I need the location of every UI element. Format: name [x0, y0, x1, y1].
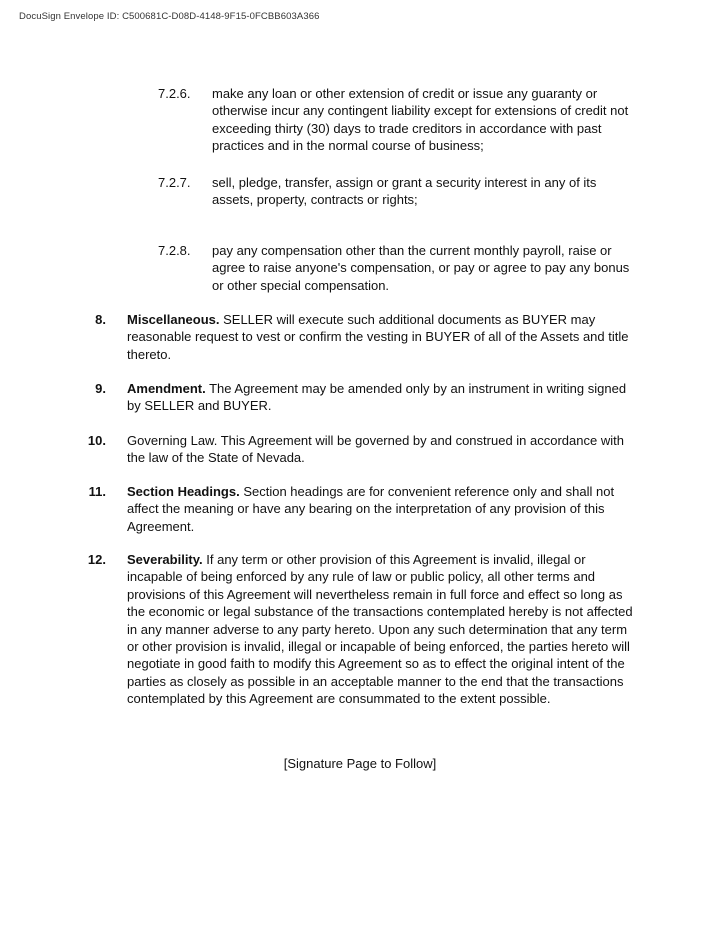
subsection-text: pay any compensation other than the current monthly payroll, raise or agree to raise anyone's compensation, or pay or agree to pay any bonus or other special compensation. — [212, 243, 630, 293]
section-body: Section headings are for convenient reference only and shall not affect the meaning or have any bearing on the interpretation of any provision of this Agreement. — [127, 484, 615, 534]
section-10-governing-law — [80, 432, 636, 467]
section-body: The Agreement may be amended only by an instrument in writing signed by SELLER and BUYER. — [127, 381, 627, 414]
section-number: 10. — [87, 433, 106, 448]
section-11-section-headings — [80, 483, 636, 535]
section-heading: Amendment. — [127, 381, 206, 396]
section-12-severability — [80, 551, 636, 708]
section-heading: Severability. — [127, 552, 203, 567]
section-heading: Governing Law. — [127, 433, 218, 448]
section-heading: Miscellaneous. — [127, 312, 220, 327]
section-number: 12. — [87, 552, 106, 567]
subsection-text: sell, pledge, transfer, assign or grant a security interest in any of its assets, property, contracts or rights; — [212, 175, 597, 208]
envelope-id: DocuSign Envelope ID: C500681C-D08D-4148-9F15-0FCBB603A366 — [19, 11, 320, 22]
subsection-7-2-6 — [158, 85, 638, 155]
section-body: If any term or other provision of this Agreement is invalid, illegal or incapable of being enforced by any rule of law or public policy, all other terms and provisions of this Agreement will nevertheless remain in full force and effect so long as the economic or legal substance of the transactions contemplated hereby is not affected in any manner adverse to any party hereto. Upon any such determination that any term or other provision is invalid, illegal or incapable of being enforced, the parties hereto will negotiate in good faith to modify this Agreement so as to effect the original intent of the parties as closely as possible in an acceptable manner to the end that the transactions contemplated by this Agreement are consummated to the extent possible. — [127, 552, 633, 707]
section-body: This Agreement will be governed by and construed in accordance with the law of the State of Nevada. — [127, 433, 624, 466]
signature-page-note: [Signature Page to Follow] — [283, 756, 437, 771]
section-8-miscellaneous — [80, 311, 636, 363]
subsection-number: 7.2.6. — [158, 86, 191, 101]
subsection-7-2-8 — [158, 242, 638, 294]
subsection-number: 7.2.8. — [158, 243, 191, 258]
section-9-amendment — [80, 380, 636, 415]
section-heading: Section Headings. — [127, 484, 240, 499]
subsection-7-2-7 — [158, 174, 638, 209]
section-number: 8. — [95, 312, 106, 327]
section-number: 11. — [88, 484, 106, 499]
section-body: SELLER will execute such additional documents as BUYER may reasonable request to vest or confirm the vesting in BUYER of all of the Assets and title thereto. — [127, 312, 629, 362]
subsection-text: make any loan or other extension of credit or issue any guaranty or otherwise incur any contingent liability except for extensions of credit not exceeding thirty (30) days to trade creditors in accordance with past practices and in the normal course of business; — [212, 86, 629, 154]
subsection-number: 7.2.7. — [158, 175, 191, 190]
section-number: 9. — [95, 381, 106, 396]
